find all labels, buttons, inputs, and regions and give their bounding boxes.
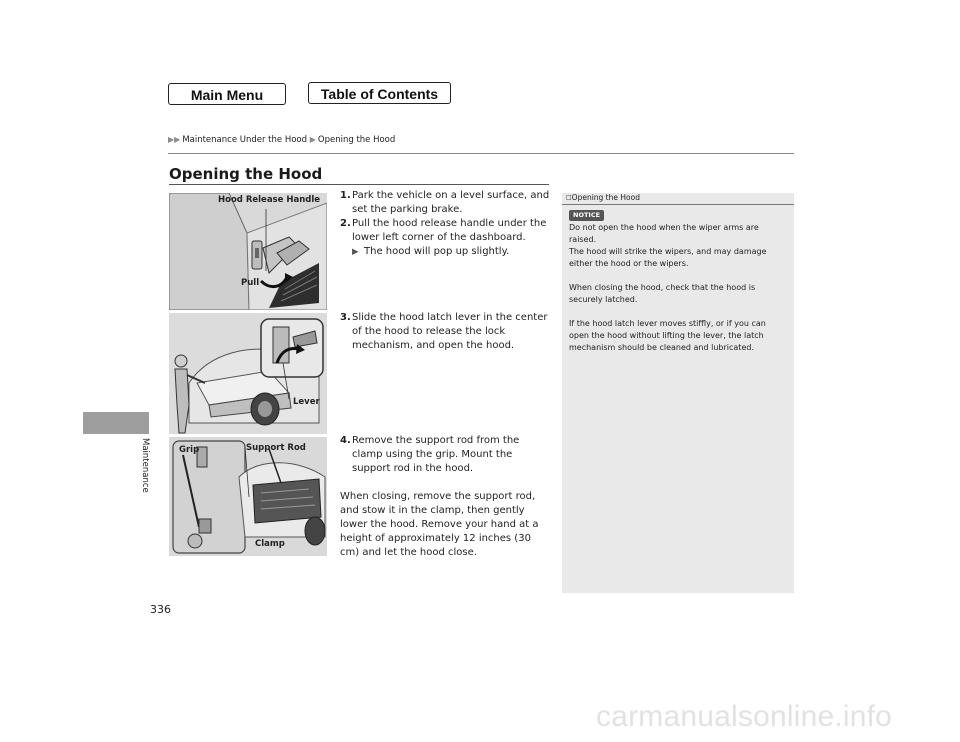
step-text: Remove the support rod from the clamp using the grip. Mount the support rod in the hood. (352, 435, 520, 474)
step-text: Pull the hood release handle under the lower left corner of the dashboard. (352, 218, 547, 243)
support-rod-illustration (169, 437, 327, 556)
note-marker-icon: □ (566, 194, 572, 201)
header-divider (168, 153, 794, 154)
note-divider (562, 204, 794, 205)
callout-clamp: Clamp (255, 539, 285, 549)
title-divider (169, 184, 549, 185)
step-number: 1. (340, 190, 351, 201)
step-1 (340, 189, 552, 217)
step-2 (340, 217, 552, 259)
breadcrumb-section-link[interactable]: Maintenance Under the Hood (182, 135, 308, 145)
note-paragraph: Do not open the hood when the wiper arms are raised. The hood will strike the wipers, and may damage either the hood or the wipers. (569, 223, 767, 268)
note-body (569, 222, 787, 366)
hood-latch-lever-illustration (169, 313, 327, 434)
breadcrumb (168, 135, 395, 145)
step-number: 4. (340, 435, 351, 446)
hood-release-handle-drawing (169, 193, 327, 310)
callout-support-rod: Support Rod (246, 443, 306, 453)
step-result-text: The hood will pop up slightly. (364, 246, 510, 257)
result-arrow-icon: ▶ (352, 247, 359, 257)
section-tab-marker[interactable] (83, 412, 149, 434)
section-tab-label: Maintenance (140, 438, 150, 493)
callout-pull: Pull (241, 278, 260, 288)
note-sidebar (562, 193, 794, 593)
note-paragraph: If the hood latch lever moves stiffly, or if you can open the hood without lifting the lever, the latch mechanism should be cleaned and lubricated. (569, 319, 766, 352)
hood-release-handle-illustration (169, 193, 327, 310)
step-4 (340, 434, 552, 476)
note-heading-text: Opening the Hood (571, 193, 640, 202)
callout-lever: Lever (293, 397, 320, 407)
table-of-contents-button[interactable]: Table of Contents (308, 82, 451, 104)
notice-badge: NOTICE (569, 210, 604, 221)
note-heading (566, 193, 640, 202)
note-paragraph: When closing the hood, check that the hood is securely latched. (569, 283, 756, 304)
step-text: Park the vehicle on a level surface, and set the parking brake. (352, 190, 550, 215)
step-3 (340, 311, 552, 353)
breadcrumb-arrow-icon: ▶ (309, 135, 316, 144)
breadcrumb-page: Opening the Hood (317, 135, 396, 145)
callout-grip: Grip (179, 445, 200, 455)
breadcrumb-arrow-icon: ▶▶ (168, 135, 181, 144)
page-number: 336 (150, 603, 171, 616)
step-number: 2. (340, 218, 351, 229)
closing-paragraph: When closing, remove the support rod, and stow it in the clamp, then gently lower the hood. Remove your hand at a height of approximately 12 inches (30 cm) and let the hood close. (340, 491, 539, 558)
main-menu-button[interactable]: Main Menu (168, 83, 286, 105)
step-number: 3. (340, 312, 351, 323)
hood-latch-lever-drawing (169, 313, 327, 434)
step-text: Slide the hood latch lever in the center of the hood to release the lock mechanism, and open the hood. (352, 312, 548, 351)
watermark: carmanualsonline.info (596, 700, 893, 733)
callout-hood-release-handle: Hood Release Handle (218, 195, 321, 205)
step-result (352, 245, 552, 259)
page-title: Opening the Hood (169, 165, 323, 183)
